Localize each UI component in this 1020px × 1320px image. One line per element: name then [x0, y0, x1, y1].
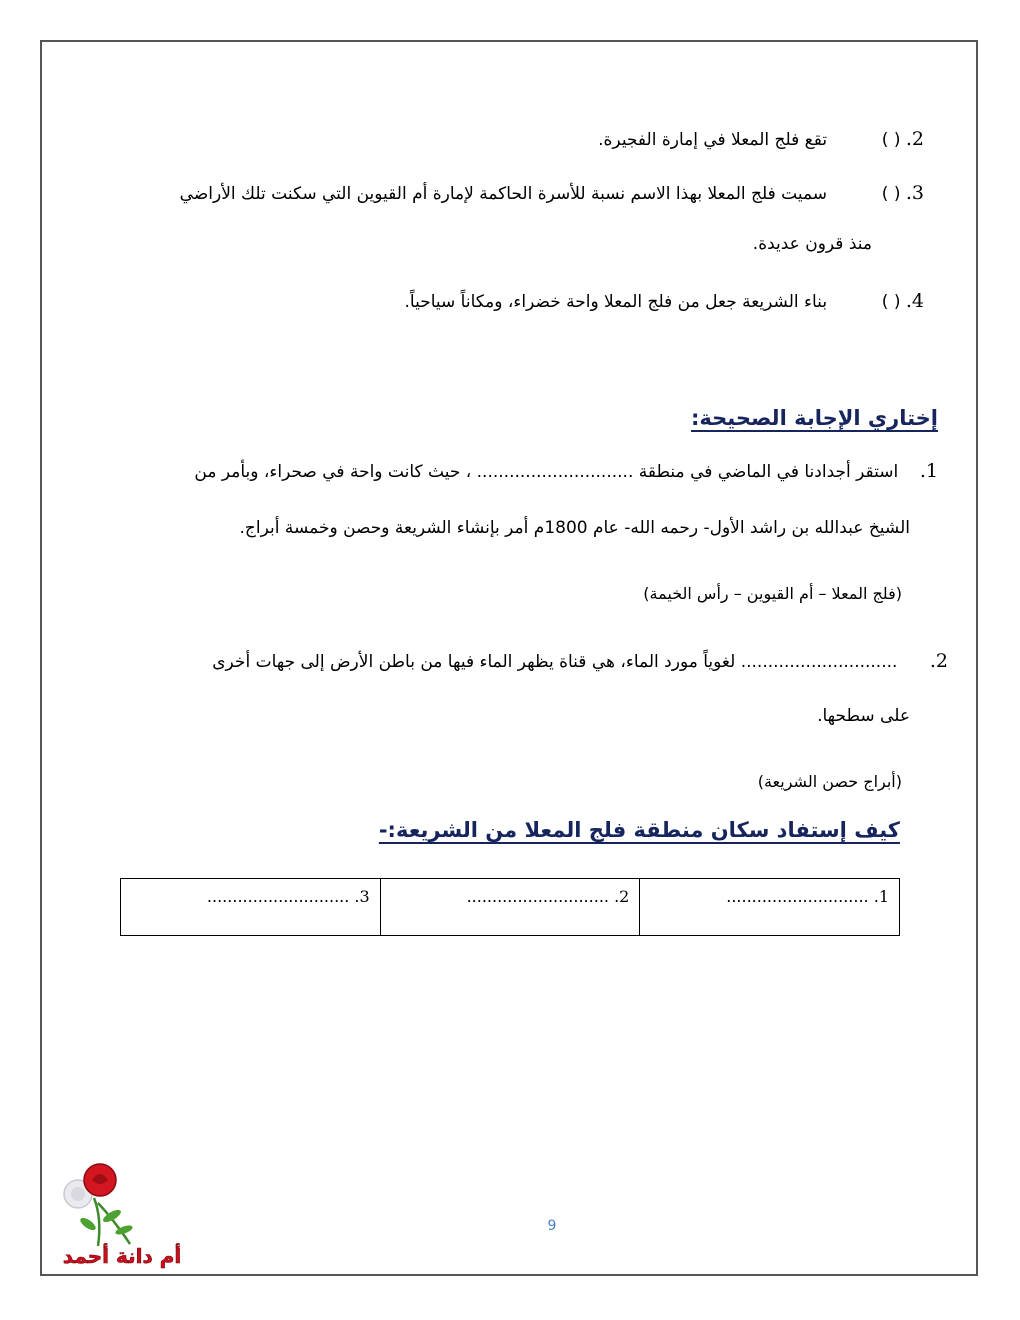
tf-item-text: بناء الشريعة جعل من فلج المعلا واحة خضراء، ومكاناً سياحياً. [404, 292, 828, 312]
question-number: 1. [919, 460, 938, 482]
choose-q2-options: (أبراج حصن الشريعة) [757, 772, 902, 791]
rose-icon [42, 1158, 202, 1248]
question-text: استقر أجدادنا في الماضي في منطقة ............................. ، حيث كانت واحة في صحراء، وبأمر من [194, 462, 899, 482]
answer-cell-2[interactable]: 2. ............................ [380, 879, 640, 936]
answer-paren[interactable]: ( ) [881, 184, 901, 204]
choose-q1-options: (فلج المعلا – أم القيوين – رأس الخيمة) [643, 584, 902, 603]
choose-q1-line2: الشيخ عبدالله بن راشد الأول- رحمه الله- عام 1800م أمر بإنشاء الشريعة وحصن وخمسة أبراج. [239, 518, 910, 538]
tf-item-3 [180, 182, 924, 204]
question-number: 2. [929, 650, 948, 672]
answer-table [120, 878, 900, 936]
choose-q1 [194, 460, 938, 482]
logo-text: أم دانة أحمد [62, 1244, 182, 1268]
answer-paren[interactable]: ( ) [881, 130, 901, 150]
tf-item-number: 4. [905, 290, 924, 312]
tf-item-4 [404, 290, 924, 312]
tf-item-2 [598, 128, 924, 150]
choose-q2 [212, 650, 948, 672]
tf-item-3-continuation: منذ قرون عديدة. [752, 234, 872, 254]
rose-logo [42, 1158, 202, 1274]
tf-item-number: 3. [905, 182, 924, 204]
tf-item-number: 2. [905, 128, 924, 150]
answer-cell-1[interactable]: 1. ............................ [640, 879, 900, 936]
choose-q2-line2: على سطحها. [817, 706, 910, 726]
tf-item-text: سميت فلج المعلا بهذا الاسم نسبة للأسرة الحاكمة لإمارة أم القيوين التي سكنت تلك الأراضي [179, 184, 828, 204]
answer-paren[interactable]: ( ) [881, 292, 901, 312]
answer-cell-3[interactable]: 3. ............................ [121, 879, 381, 936]
page-number: 9 [547, 1218, 557, 1234]
choose-section-heading: إختاري الإجابة الصحيحة: [691, 406, 938, 430]
benefit-section-heading: كيف إستفاد سكان منطقة فلج المعلا من الشريعة:- [378, 818, 900, 842]
tf-item-text: تقع فلج المعلا في إمارة الفجيرة. [598, 130, 828, 150]
question-text: ............................. لغوياً مورد الماء، هي قناة يظهر الماء فيها من باطن الأرض إلى جهات أخرى [212, 652, 898, 672]
